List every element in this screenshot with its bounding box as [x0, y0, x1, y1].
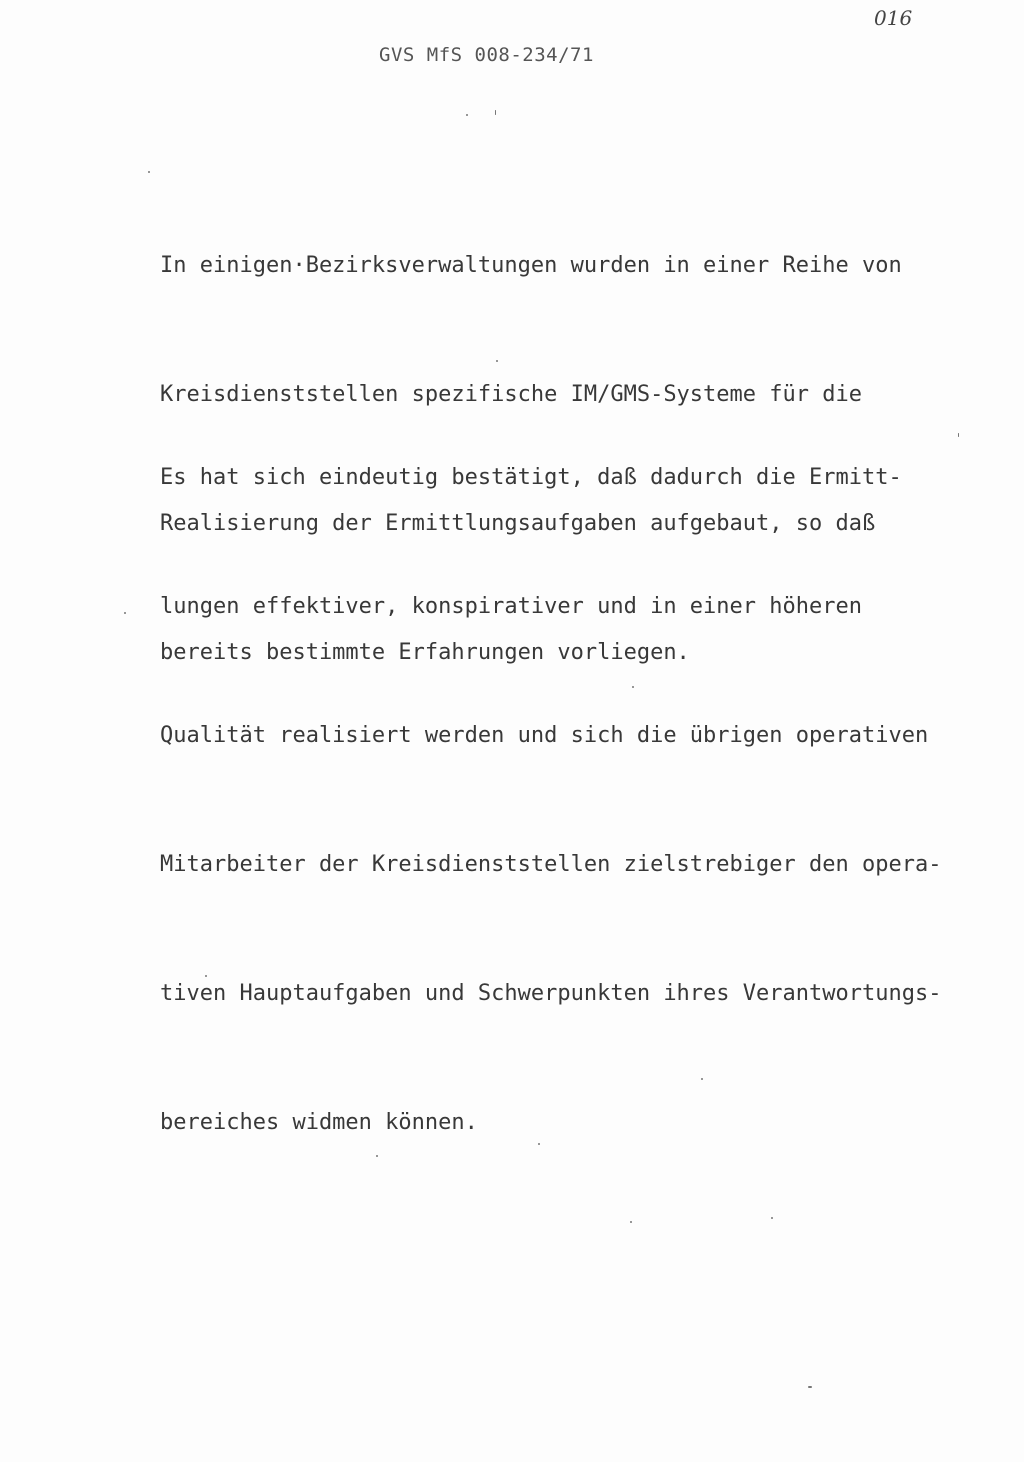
text-line: Es hat sich eindeutig bestätigt, daß dadurch die Ermitt- — [160, 465, 902, 490]
text-line: Qualität realisiert werden und sich die übrigen operativen — [160, 723, 929, 748]
scan-speck — [466, 114, 468, 116]
scan-speck — [376, 1155, 378, 1157]
scan-speck — [148, 171, 150, 173]
text-line: Mitarbeiter der Kreisdienststellen zielstrebiger den opera- — [160, 852, 942, 877]
scan-speck — [495, 110, 496, 115]
scan-speck — [538, 1143, 540, 1145]
text-line: In einigen·Bezirksverwaltungen wurden in einer Reihe von — [160, 253, 902, 278]
text-line: Realisierung der Ermittlungsaufgaben aufgebaut, so daß — [160, 511, 876, 536]
scan-speck — [496, 360, 498, 362]
scan-speck — [632, 686, 634, 688]
scan-speck — [124, 612, 126, 614]
scan-speck — [630, 1221, 632, 1223]
scan-speck — [205, 975, 207, 977]
scan-speck — [771, 1217, 773, 1219]
text-line: tiven Hauptaufgaben und Schwerpunkten ihres Verantwortungs- — [160, 981, 942, 1006]
text-line: Kreisdienststellen spezifische IM/GMS-Systeme für die — [160, 382, 862, 407]
text-line: bereiches widmen können. — [160, 1110, 478, 1135]
scan-speck — [701, 1078, 703, 1080]
scan-speck — [808, 1386, 812, 1388]
document-reference: GVS MfS 008-234/71 — [379, 44, 594, 66]
text-line: lungen effektiver, konspirativer und in einer höheren — [160, 594, 862, 619]
text-line: bereits bestimmte Erfahrungen vorliegen. — [160, 640, 690, 665]
page-number: 016 — [874, 6, 913, 30]
paragraph-2 — [160, 370, 960, 1230]
scan-speck — [958, 433, 959, 437]
